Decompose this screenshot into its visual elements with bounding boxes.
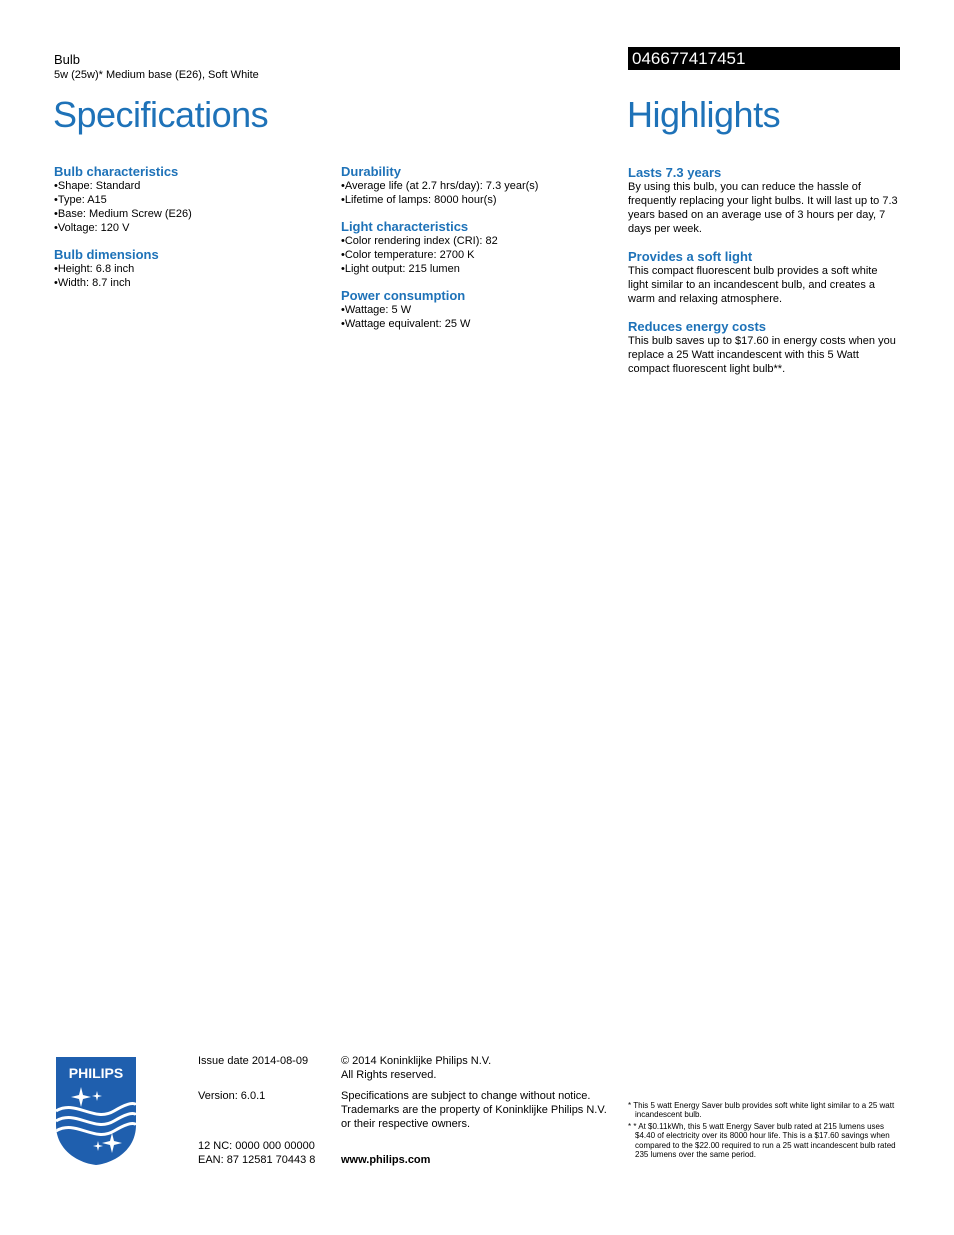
spec-item: • Lifetime of lamps: 8000 hour(s) — [341, 193, 611, 207]
highlights-column — [628, 165, 900, 389]
highlight-title: Lasts 7.3 years — [628, 165, 722, 180]
specifications-title: Specifications — [53, 94, 269, 135]
ean-code: EAN: 87 12581 70443 8 — [198, 1154, 316, 1166]
spec-column-1 — [54, 164, 324, 290]
spec-list — [54, 262, 324, 290]
disclaimer: Specifications are subject to change without notice. Trademarks are the property of Koninklijke Philips N.V. or their respective owners. — [341, 1090, 607, 1130]
spec-item: • Voltage: 120 V — [54, 221, 324, 235]
highlight-text: This compact fluorescent bulb provides a soft white light similar to an incandescent bulb, and creates a warm and relaxing atmosphere. — [628, 265, 878, 305]
spec-column-2 — [341, 164, 611, 331]
spec-item: • Average life (at 2.7 hrs/day): 7.3 year(s) — [341, 179, 611, 193]
highlight-block — [628, 249, 900, 306]
spec-list — [54, 179, 324, 235]
website-link[interactable]: www.philips.com — [341, 1154, 431, 1166]
product-code-bar: 046677417451 — [628, 47, 900, 70]
footnote: * This 5 watt Energy Saver bulb provides soft white light similar to a 25 watt incandescent bulb. — [628, 1101, 895, 1120]
spec-list — [341, 303, 611, 331]
spec-item: • Color rendering index (CRI): 82 — [341, 234, 611, 248]
nc-code: 12 NC: 0000 000 00000 — [198, 1140, 315, 1152]
copyright-line: © 2014 Koninklijke Philips N.V. — [341, 1055, 492, 1067]
spec-item: • Wattage: 5 W — [341, 303, 611, 317]
spec-list — [341, 234, 611, 276]
spec-section-title: Power consumption — [341, 288, 466, 303]
spec-list — [341, 179, 611, 207]
highlight-title: Provides a soft light — [628, 249, 753, 264]
spec-item: • Height: 6.8 inch — [54, 262, 324, 276]
highlight-text: This bulb saves up to $17.60 in energy costs when you replace a 25 Watt incandescent with this 5 Watt compact fluorescent light bulb**. — [628, 335, 896, 375]
version: Version: 6.0.1 — [198, 1090, 266, 1102]
logo-wordmark: PHILIPS — [68, 1065, 124, 1081]
highlights-title: Highlights — [627, 94, 781, 135]
product-name: Bulb — [54, 52, 81, 67]
rights-line: All Rights reserved. — [341, 1069, 437, 1081]
spec-section-title: Light characteristics — [341, 219, 469, 234]
footnote: * * At $0.11kWh, this 5 watt Energy Saver bulb rated at 215 lumens uses $4.40 of electricity over its 8000 hour life. This is a $17.60 savings when compared to the $22.00 required to run a 25 watt incandescent bulb rated 235 lumens over the same period. — [628, 1121, 896, 1160]
spec-section-title: Durability — [341, 164, 401, 179]
issue-date: Issue date 2014-08-09 — [198, 1055, 309, 1067]
highlight-title: Reduces energy costs — [628, 319, 767, 334]
highlight-text: By using this bulb, you can reduce the hassle of frequently replacing your light bulbs. It will last up to 7.3 years based on an average use of 3 hours per day, 7 days per week. — [628, 181, 898, 235]
highlight-block — [628, 319, 900, 376]
spec-item: • Wattage equivalent: 25 W — [341, 317, 611, 331]
product-subtitle: 5w (25w)* Medium base (E26), Soft White — [54, 69, 259, 81]
footnotes — [628, 1101, 904, 1161]
copyright — [341, 1054, 491, 1082]
spec-item: • Base: Medium Screw (E26) — [54, 207, 324, 221]
highlight-block — [628, 165, 900, 236]
spec-section-title: Bulb characteristics — [54, 164, 179, 179]
product-codes — [198, 1139, 315, 1167]
philips-logo — [54, 1055, 138, 1167]
spec-item: • Width: 8.7 inch — [54, 276, 324, 290]
spec-item: • Light output: 215 lumen — [341, 262, 611, 276]
spec-item: • Shape: Standard — [54, 179, 324, 193]
spec-section-title: Bulb dimensions — [54, 247, 159, 262]
spec-item: • Color temperature: 2700 K — [341, 248, 611, 262]
spec-item: • Type: A15 — [54, 193, 324, 207]
